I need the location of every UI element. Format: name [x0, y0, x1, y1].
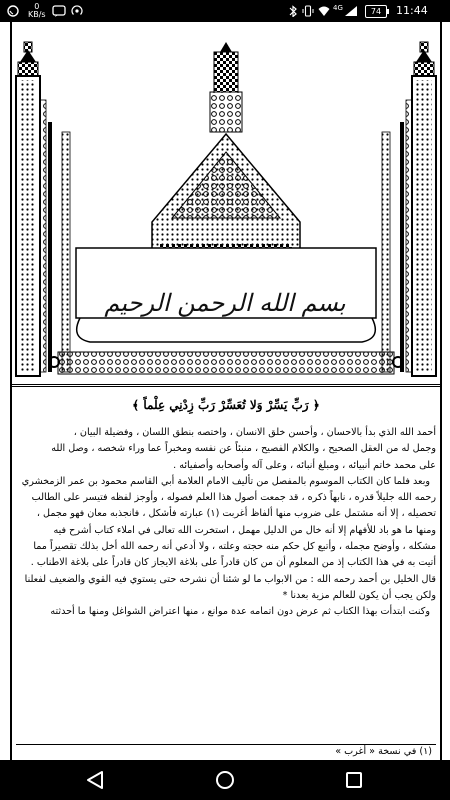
- recents-icon[interactable]: [334, 766, 374, 794]
- footnote: (١) في نسخة « أغرب »: [335, 746, 432, 757]
- paragraph-line: أحمد الله الذي بدأ بالاحسان ، وأحسن خلق الانسان ، واختصه بنطق اللسان ، وفضيلة البيان ،: [73, 427, 436, 438]
- wifi-icon: [318, 5, 330, 17]
- paragraph-line: أتيت به في هذا الكتاب إذ من المعلوم أن من كان قادراً على بلاغة الايجاز كان قادراً على بلاغة الاطناب .: [30, 557, 436, 569]
- paragraph-line: تحصيله ، إلا أنه مشتمل على ضروب منها ألفاظ أغربت (١) عبارته فأشكل ، فانجذبه معان فهو مجمل ،: [36, 508, 436, 520]
- navigation-bar: [0, 760, 450, 800]
- paragraph-line: مشكله ، وأوضح مجمله ، وأتبع كل حكم منه حجته وعلته ، ولا أدعي أنه رحمه الله أخل بذلك تقصيراً مما: [33, 541, 436, 553]
- bluetooth-icon: [288, 5, 298, 17]
- book-page[interactable]: [0, 22, 450, 760]
- opening-verse: ﴿ رَبِّ يَسِّرْ وَلا تُعَسِّرْ رَبِّ زِدْنِي عِلْماً ﴾: [132, 398, 320, 412]
- battery-indicator: [365, 5, 387, 18]
- paragraph-line: وكنت ابتدأت بهذا الكتاب ثم عرض دون اتمامه عدة موانع ، منها اعتراض الشواغل ومنها ما أحدثته: [50, 606, 430, 618]
- network-speed: [28, 3, 46, 19]
- hotspot-icon: [70, 5, 84, 17]
- paragraph-line: وبعد فلما كان الكتاب الموسوم بالمفصل من تأليف الامام العلامة أبي القاسم محمود بن عمر الزمخشري: [21, 475, 430, 487]
- whatsapp-icon: [6, 5, 20, 17]
- base-band: [58, 352, 394, 374]
- body-text: [16, 387, 436, 621]
- messages-icon: [52, 5, 66, 17]
- footnote-divider: [16, 744, 436, 745]
- central-dome: [152, 42, 300, 267]
- paragraph-line: ولكن يجب أن يكون للعالم مزية بعدنا *: [282, 589, 436, 601]
- left-minaret: [16, 42, 59, 376]
- status-bar: [0, 0, 450, 22]
- back-icon[interactable]: [76, 766, 116, 794]
- cell-signal-icon: [344, 5, 358, 17]
- paragraph-line: رحمه الله جليلاً قدره ، نابهاً ذكره ، قد جمعت أصول هذا العلم فصوله ، وأوجز لفظه فتيسر على الطالب: [31, 492, 436, 504]
- vibrate-icon: [302, 5, 314, 17]
- paragraph-line: قال الخليل بن أحمد رحمه الله : من الابواب ما لو شئنا أن نشرحه حتى يستوي فيه القوي والضعيف لفعلنا: [24, 573, 436, 585]
- network-speed-unit: KB/s: [28, 10, 46, 19]
- paragraph-line: ومنها ما هو باد للأفهام إلا أنه خال من الدليل مهمل ، استخرت الله تعالى في املاء كتاب أشرح فيه: [53, 524, 436, 536]
- right-minaret: [393, 42, 436, 376]
- home-icon[interactable]: [205, 766, 245, 794]
- basmala-calligraphy: بسم الله الرحمن الرحيم: [104, 289, 346, 317]
- paragraph-line: على محمد خاتم أنبيائه ، ومبلغ أنبائه ، وعلى آله وأصحابه وأصفيائه .: [173, 459, 436, 471]
- network-type-label: 4G: [333, 4, 343, 12]
- paragraph-line: وجمل له من العقل الصحيح ، والكلام الفصيح ، منبئاً عن نفسه ومخبراً عما وراء شخصه ، وصل الله: [51, 443, 436, 455]
- network-speed-value: 0: [34, 2, 40, 11]
- clock: 11:44: [396, 4, 428, 17]
- battery-level: 74: [370, 7, 382, 16]
- left-pillar: [62, 132, 70, 372]
- right-pillar: [382, 132, 390, 372]
